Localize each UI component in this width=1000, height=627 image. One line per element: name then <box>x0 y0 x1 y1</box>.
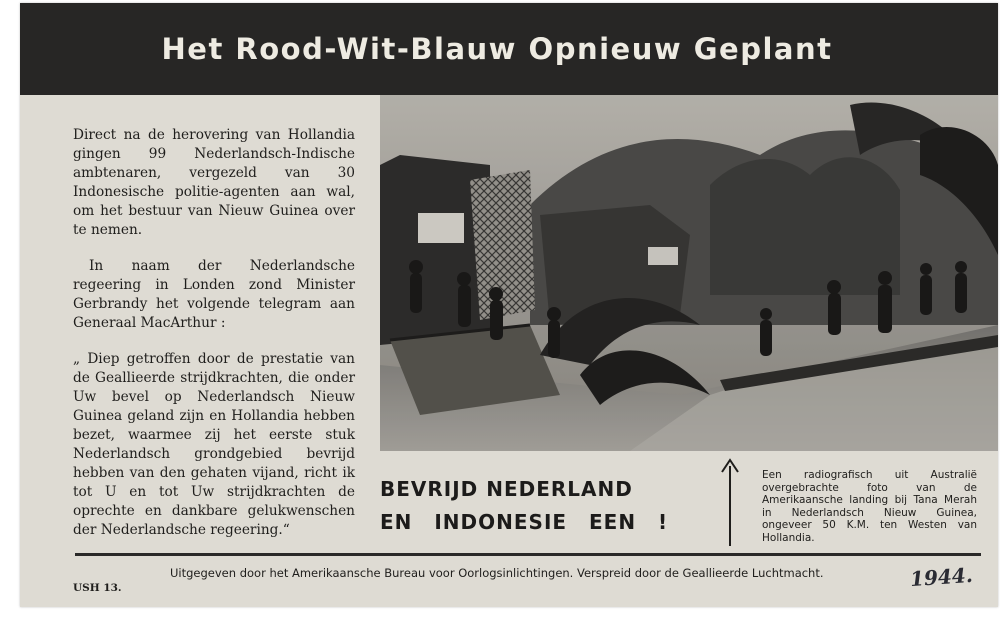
leaflet-code: USH 13. <box>73 582 122 594</box>
landing-photo <box>380 95 998 451</box>
handwritten-year: 1944. <box>909 562 974 592</box>
slogan-line-1: BEVRIJD NEDERLAND <box>380 477 633 501</box>
footer-publisher: Uitgegeven door het Amerikaansche Bureau voor Oorlogsinlichtingen. Verspreid door de Geallieerde Luchtmacht. <box>170 566 824 580</box>
photo-caption: Een radiografisch uit Australië overgebrachte foto van de Amerikaansche landing bij Tana Merah in Nederlandsch Nieuw Guinea, ongeveer 50 K.M. ten Westen van Hollandia. <box>762 469 977 544</box>
slogan-line-2: EN INDONESIE EEN ! <box>380 510 669 534</box>
page-title: Het Rood-Wit-Blauw Opnieuw Geplant <box>161 32 833 66</box>
header-banner <box>20 3 998 95</box>
article-body <box>73 126 355 557</box>
article-quote: „ Diep getroffen door de prestatie van de Geallieerde strijdkrachten, die onder Uw bevel op Nederlandsch Nieuw Guinea geland zijn en Hollandia hebben bezet, waarmee zij het eerste stuk Nederlandsch grondgebied bevrijd hebben van den gehaten vijand, richt ik tot U en tot Uw strijdkrachten de oprechte en dankbare gelukwenschen der Nederlandsche regeering.“ <box>73 351 355 538</box>
article-paragraph: Direct na de herovering van Hollandia gingen 99 Nederlandsch-Indische ambtenaren, vergezeld van 30 Indonesische politie-agenten aan wal, om het bestuur van Nieuw Guinea over te nemen. <box>73 127 355 238</box>
leaflet-paper <box>20 3 998 607</box>
arrow-up-icon <box>720 458 740 548</box>
footer-divider <box>75 553 981 556</box>
slogan <box>380 473 700 539</box>
article-paragraph: In naam der Nederlandsche regeering in Londen zond Minister Gerbrandy het volgende telegram aan Generaal MacArthur : <box>73 258 355 331</box>
